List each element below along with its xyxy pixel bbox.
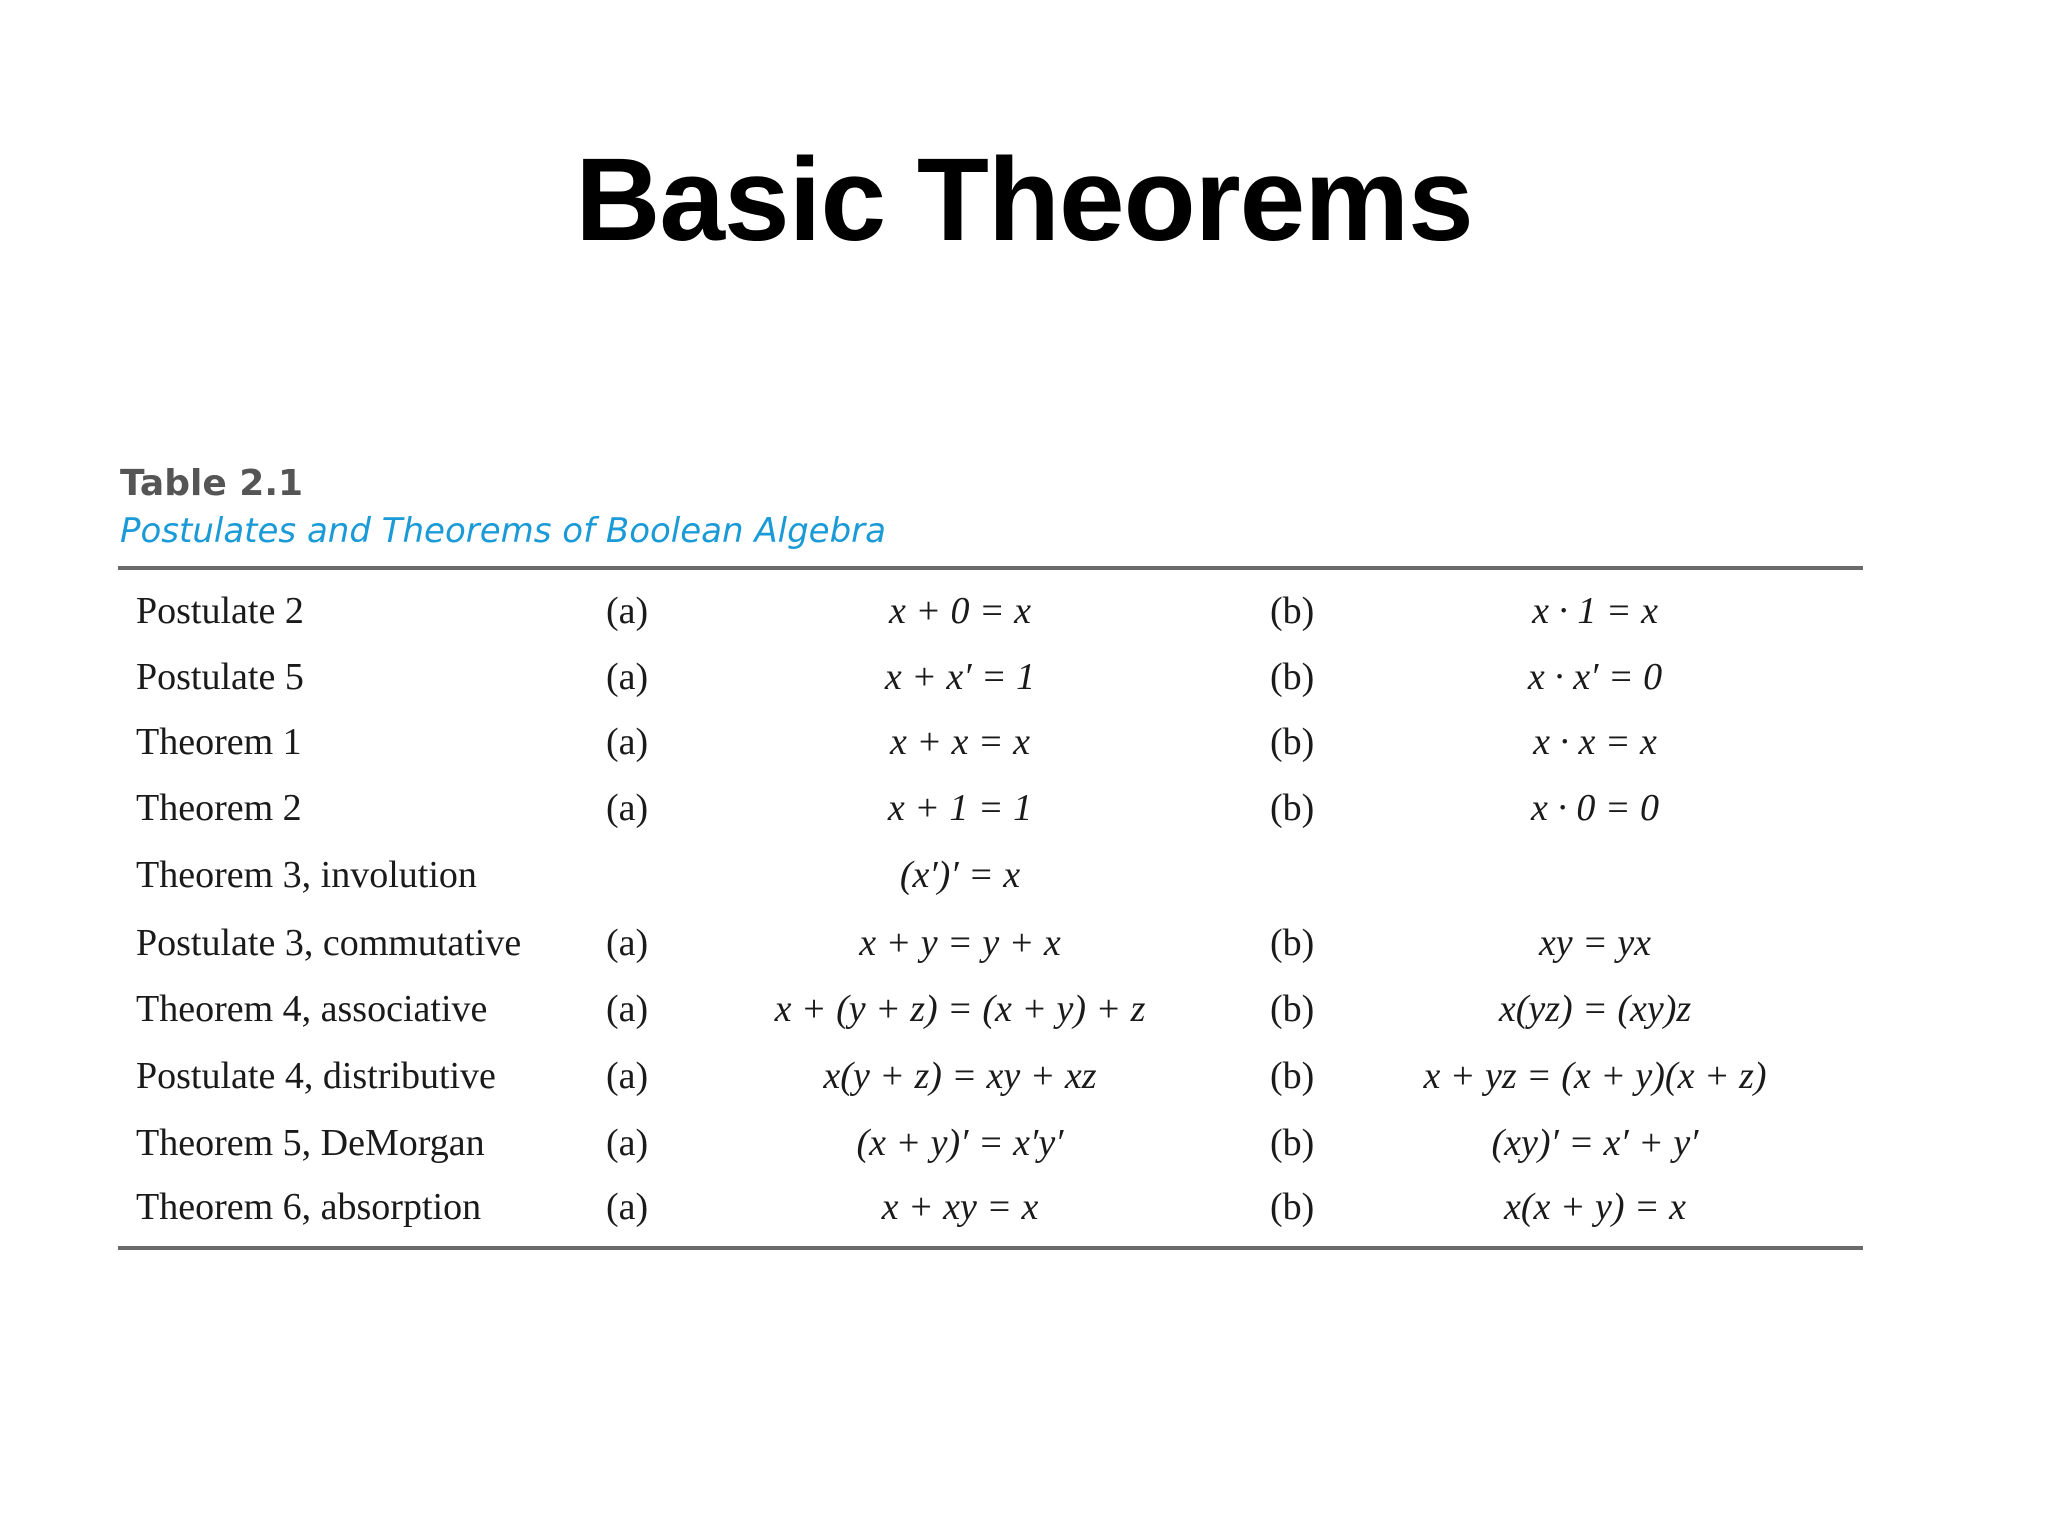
row-name: Postulate 2 [136, 590, 304, 632]
part-b-equation: x · x′ = 0 [1527, 656, 1663, 698]
part-b-label: (b) [1270, 1055, 1315, 1097]
table-row [0, 842, 2048, 908]
part-b-label: (b) [1270, 922, 1315, 964]
part-a-equation: x + x′ = 1 [884, 656, 1036, 698]
part-a-label: (a) [606, 988, 649, 1030]
part-a-label: (a) [606, 1186, 649, 1228]
row-name: Theorem 2 [136, 787, 302, 829]
part-a-label: (a) [606, 1122, 649, 1164]
part-b-label: (b) [1270, 656, 1315, 698]
part-a-label: (a) [606, 656, 649, 698]
part-a-label: (a) [606, 922, 649, 964]
table-row [0, 976, 2048, 1042]
table-row [0, 775, 2048, 841]
part-a-label: (a) [606, 721, 649, 763]
row-name: Theorem 5, DeMorgan [136, 1122, 485, 1164]
table-row [0, 1174, 2048, 1240]
part-b-label: (b) [1270, 721, 1315, 763]
part-b-equation: x · 0 = 0 [1530, 787, 1659, 829]
row-name: Postulate 5 [136, 656, 304, 698]
part-a-equation: x + x = x [890, 721, 1030, 763]
part-b-label: (b) [1270, 787, 1315, 829]
slide-title: Basic Theorems [575, 134, 1473, 266]
row-name: Postulate 4, distributive [136, 1055, 496, 1097]
part-a-equation: (x + y)′ = x′y′ [856, 1122, 1064, 1164]
table-row [0, 1043, 2048, 1109]
part-b-equation: x · 1 = x [1532, 590, 1658, 632]
part-b-equation: x · x = x [1533, 721, 1657, 763]
part-b-equation: (xy)′ = x′ + y′ [1491, 1122, 1699, 1164]
part-a-label: (a) [606, 787, 649, 829]
row-name: Theorem 1 [136, 721, 302, 763]
part-a-equation: x + y = y + x [859, 922, 1061, 964]
part-a-equation: x(y + z) = xy + xz [823, 1055, 1097, 1097]
table-row [0, 910, 2048, 976]
table-row [0, 578, 2048, 644]
table-row [0, 1110, 2048, 1176]
part-b-equation: xy = yx [1538, 922, 1652, 964]
table-bottom-rule [118, 1246, 1863, 1250]
part-b-label: (b) [1270, 1122, 1315, 1164]
table-row [0, 709, 2048, 775]
table-number-label: Table 2.1 [120, 463, 304, 504]
part-b-label: (b) [1270, 590, 1315, 632]
table-caption: Postulates and Theorems of Boolean Algebra [120, 511, 886, 551]
part-b-equation: x(yz) = (xy)z [1498, 988, 1692, 1030]
part-a-equation: (x′)′ = x [899, 854, 1021, 896]
part-b-label: (b) [1270, 1186, 1315, 1228]
part-a-label: (a) [606, 590, 649, 632]
table-row [0, 644, 2048, 710]
row-name: Theorem 3, involution [136, 854, 477, 896]
part-b-equation: x(x + y) = x [1503, 1186, 1687, 1228]
part-a-equation: x + xy = x [881, 1186, 1039, 1228]
part-a-equation: x + (y + z) = (x + y) + z [774, 988, 1146, 1030]
row-name: Theorem 6, absorption [136, 1186, 482, 1228]
row-name: Postulate 3, commutative [136, 922, 522, 964]
part-a-label: (a) [606, 1055, 649, 1097]
row-name: Theorem 4, associative [136, 988, 488, 1030]
part-b-label: (b) [1270, 988, 1315, 1030]
part-a-equation: x + 0 = x [888, 590, 1032, 632]
part-b-equation: x + yz = (x + y)(x + z) [1423, 1055, 1767, 1097]
part-a-equation: x + 1 = 1 [887, 787, 1033, 829]
